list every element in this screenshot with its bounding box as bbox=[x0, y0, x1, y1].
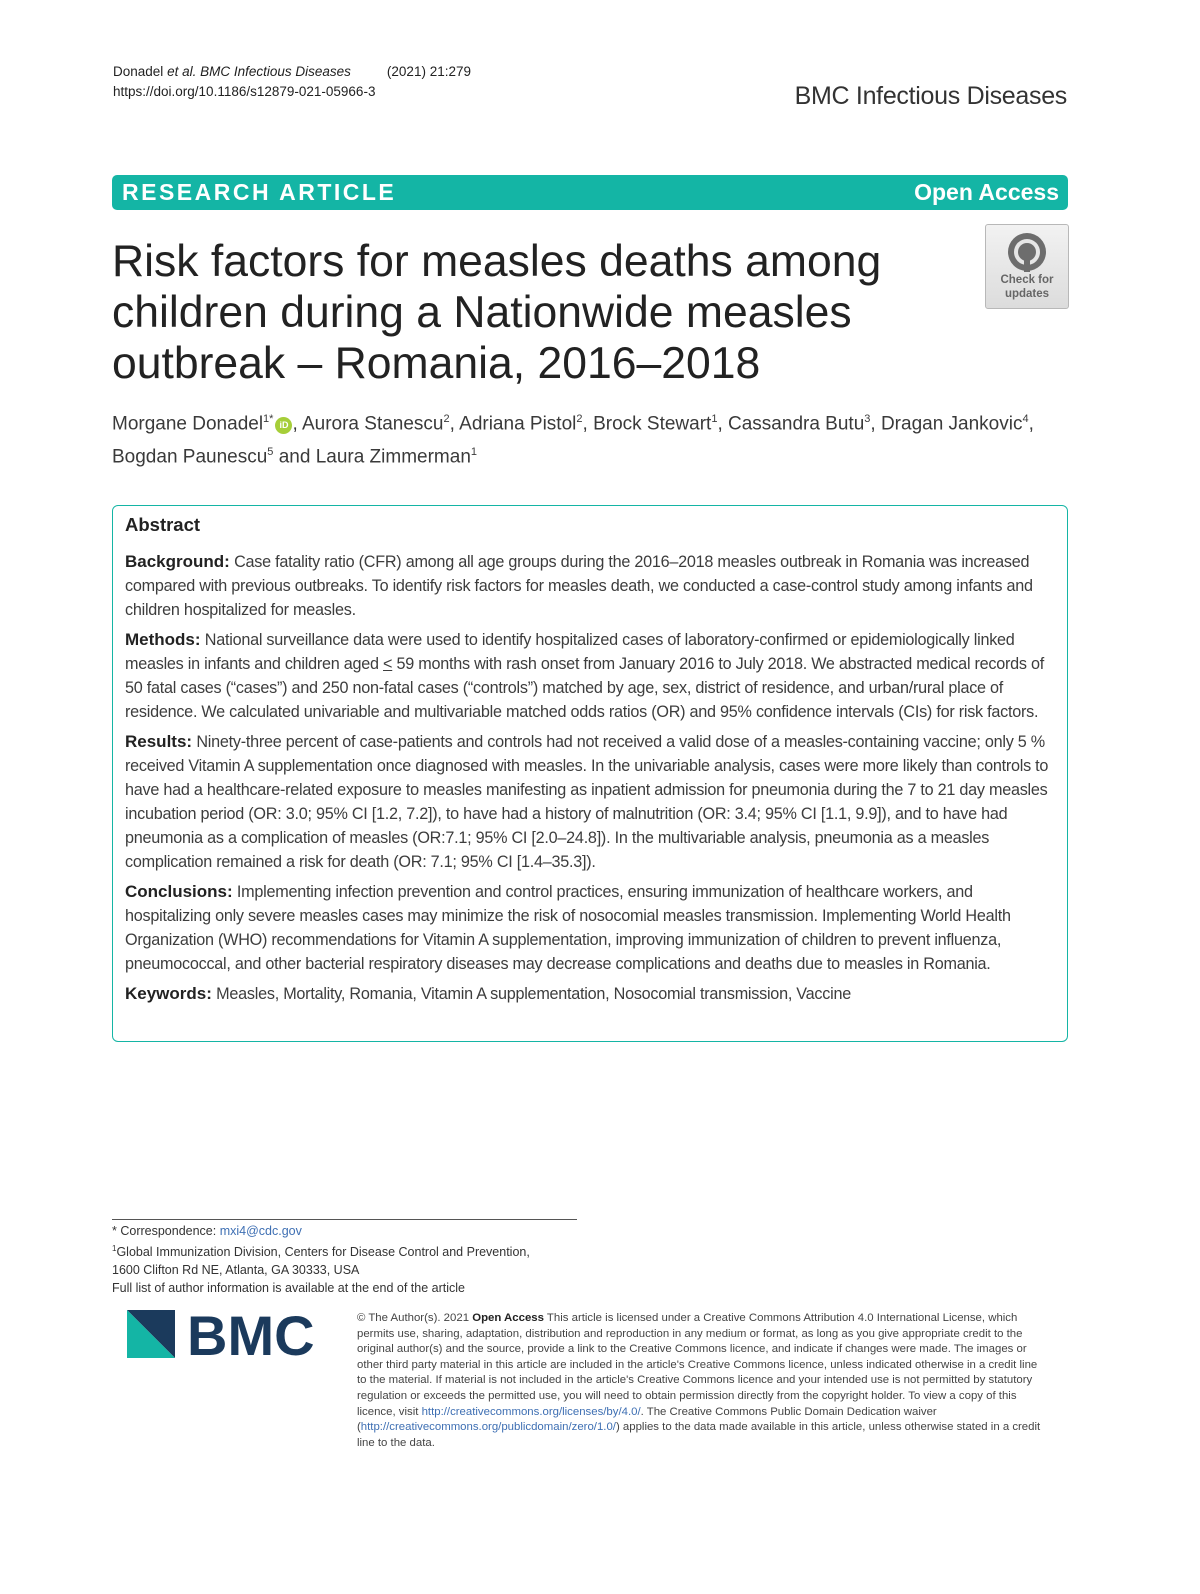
background-label: Background: bbox=[125, 552, 230, 571]
author-name[interactable]: Dragan Jankovic bbox=[880, 413, 1023, 435]
article-type-banner bbox=[112, 175, 1068, 210]
license-body-a: This article is licensed under a Creative Commons Attribution 4.0 International License, which permits use, sharing, adaptation, distribution and reproduction in any medium or format, as long as you give appropriate credit to the original author(s) and the source, provide a link to the Creative Commons licence, and indicate if changes were made. The images or other third party material in this article are included in the article's Creative Commons licence, unless indicated otherwise in a credit line to the material. If material is not included in the article's Creative Commons licence and your intended use is not permitted by statutory regulation or exceeds the permitted use, you will need to obtain permission directly from the copyright holder. To view a copy of this licence, visit bbox=[357, 1312, 1038, 1418]
authors-and: and bbox=[278, 446, 311, 468]
license-body-c: ) applies to the data made available in this article, unless otherwise stated in a credit line to the data. bbox=[357, 1421, 1041, 1449]
footnote-divider bbox=[112, 1219, 577, 1220]
author-affiliation: 1 bbox=[711, 413, 718, 425]
author-name[interactable]: Aurora Stanescu bbox=[301, 413, 444, 435]
abstract-background bbox=[125, 550, 1055, 622]
badge-line-1: Check for bbox=[1000, 274, 1054, 286]
open-access-label: Open Access bbox=[914, 179, 1059, 205]
methods-label: Methods: bbox=[125, 630, 201, 649]
article-title: Risk factors for measles deaths among children during a Nationwide measles outbreak – Romania, 2016–2018 bbox=[112, 237, 882, 388]
background-text: Case fatality ratio (CFR) among all age groups during the 2016–2018 measles outbreak in Romania was increased compared with previous outbreaks. To identify risk factors for measles death, we conducted a case-control study among infants and children hospitalized for measles. bbox=[125, 553, 1033, 619]
abstract-conclusions bbox=[125, 880, 1055, 976]
author-affiliation: 2 bbox=[443, 413, 450, 425]
crossmark-icon bbox=[1007, 232, 1047, 272]
correspondence-footnote bbox=[112, 1222, 530, 1297]
methods-text-a: National surveillance data were used to identify hospitalized cases of laboratory-confirmed or epidemiologically linked measles in infants and children aged bbox=[125, 631, 1015, 673]
affiliation-number: 1 bbox=[112, 1244, 117, 1253]
author-affiliation: 1 bbox=[470, 446, 478, 459]
results-label: Results: bbox=[125, 732, 193, 751]
journal-name: BMC Infectious Diseases bbox=[794, 82, 1067, 110]
citation-etal: et al. bbox=[167, 64, 197, 79]
author-affiliation: 2 bbox=[576, 413, 583, 425]
full-author-info-note: Full list of author information is available at the end of the article bbox=[112, 1281, 465, 1296]
methods-text-b: 59 months with rash onset from January 2016 to July 2018. We abstracted medical records of 50 fatal cases (“cases”) and 250 non-fatal cases (“controls”) matched by age, sex, district of residence, and urban/rural place of residence. We calculated univariable and multivariable matched odds ratios (OR) and 95% confidence intervals (CIs) for risk factors. bbox=[125, 655, 1045, 721]
citation-header bbox=[113, 62, 471, 102]
cc-zero-link[interactable]: http://creativecommons.org/publicdomain/zero/1.0/ bbox=[360, 1421, 616, 1434]
author-name[interactable]: Adriana Pistol bbox=[459, 413, 577, 435]
author-name[interactable]: Brock Stewart bbox=[593, 413, 712, 435]
author-affiliation: 5 bbox=[267, 446, 274, 459]
affiliation-line-2: 1600 Clifton Rd NE, Atlanta, GA 30333, USA bbox=[112, 1263, 360, 1278]
correspondence-email-link[interactable]: mxi4@cdc.gov bbox=[219, 1224, 302, 1238]
orcid-icon[interactable]: iD bbox=[275, 417, 292, 434]
citation-line bbox=[113, 62, 471, 82]
abstract-box bbox=[112, 505, 1068, 1042]
author-affiliation: 1* bbox=[263, 413, 274, 425]
author-name[interactable]: Morgane Donadel bbox=[112, 413, 264, 435]
abstract-heading: Abstract bbox=[125, 514, 201, 535]
bmc-logo bbox=[125, 1306, 335, 1362]
citation-authors: Donadel bbox=[113, 64, 164, 79]
results-text: Ninety-three percent of case-patients and controls had not received a valid dose of a measles-containing vaccine; only 5 % received Vitamin A supplementation once diagnosed with measles. In the univariable analysis, cases were more likely than controls to have had a healthcare-related exposure to measles manifesting as inpatient admission for pneumonia during the 7 to 21 day measles incubation period (OR: 3.0; 95% CI [1.2, 7.2]), to have had a history of malnutrition (OR: 3.4; 95% CI [1.1, 9.9]), and to have had pneumonia as a complication of measles (OR:7.1; 95% CI [2.0–24.8]). In the multivariable analysis, pneumonia as a measles complication remained a risk for death (OR: 7.1; 95% CI [1.4–35.3]). bbox=[125, 733, 1049, 871]
abstract-keywords bbox=[125, 982, 1055, 1006]
affiliation-text-1: Global Immunization Division, Centers for Disease Control and Prevention, bbox=[116, 1245, 530, 1260]
author-affiliation: 4 bbox=[1022, 413, 1029, 425]
correspondence-label: * Correspondence: bbox=[112, 1224, 220, 1238]
badge-line-2: updates bbox=[1004, 288, 1050, 300]
conclusions-text: Implementing infection prevention and control practices, ensuring immunization of healthcare workers, and hospitalizing only severe measles cases may minimize the risk of nosocomial measles transmission. Implementing World Health Organization (WHO) recommendations for Vitamin A supplementation, improving immunization of children to prevent influenza, pneumococcal, and other bacterial respiratory diseases may decrease complications and deaths due to measles in Romania. bbox=[125, 883, 1011, 973]
author-affiliation: 3 bbox=[864, 413, 871, 425]
author-list: Morgane Donadel$^{1*}$iD , Aurora Stanescu$^2$, Adriana Pistol$^2$, Brock Stewart$^1$, Cassandra Butu$^3$, Dragan Jankovic$^4$, Bogdan Paunescu$^5$ and Laura Zimmerman$^1$ bbox=[112, 413, 1034, 468]
check-for-updates-button[interactable] bbox=[985, 224, 1069, 309]
conclusions-label: Conclusions: bbox=[125, 882, 233, 901]
citation-journal: BMC Infectious Diseases bbox=[200, 64, 351, 79]
copyright-notice: © The Author(s). 2021 bbox=[357, 1312, 473, 1324]
keywords-label: Keywords: bbox=[125, 984, 212, 1003]
license-text bbox=[357, 1311, 1047, 1451]
author-name[interactable]: Bogdan Paunescu bbox=[112, 446, 268, 468]
cc-by-link[interactable]: http://creativecommons.org/licenses/by/4.0/ bbox=[421, 1405, 641, 1418]
affiliation-line-1 bbox=[112, 1240, 530, 1261]
author-name[interactable]: Laura Zimmerman bbox=[315, 446, 471, 468]
doi-link[interactable]: https://doi.org/10.1186/s12879-021-05966-3 bbox=[113, 84, 376, 99]
abstract-results bbox=[125, 730, 1055, 874]
methods-le-symbol: < bbox=[383, 655, 393, 673]
correspondence-line bbox=[112, 1222, 530, 1240]
article-type-label: RESEARCH ARTICLE bbox=[122, 179, 397, 205]
abstract-methods bbox=[125, 628, 1055, 724]
bmc-logo-text: BMC bbox=[187, 1306, 315, 1362]
keywords-text: Measles, Mortality, Romania, Vitamin A supplementation, Nosocomial transmission, Vaccine bbox=[216, 985, 851, 1003]
license-open-access: Open Access bbox=[472, 1312, 544, 1324]
license-body-b: . The Creative Commons Public Domain Dedication waiver ( bbox=[357, 1405, 937, 1434]
citation-volume: (2021) 21:279 bbox=[386, 64, 471, 79]
author-name[interactable]: Cassandra Butu bbox=[728, 413, 865, 435]
